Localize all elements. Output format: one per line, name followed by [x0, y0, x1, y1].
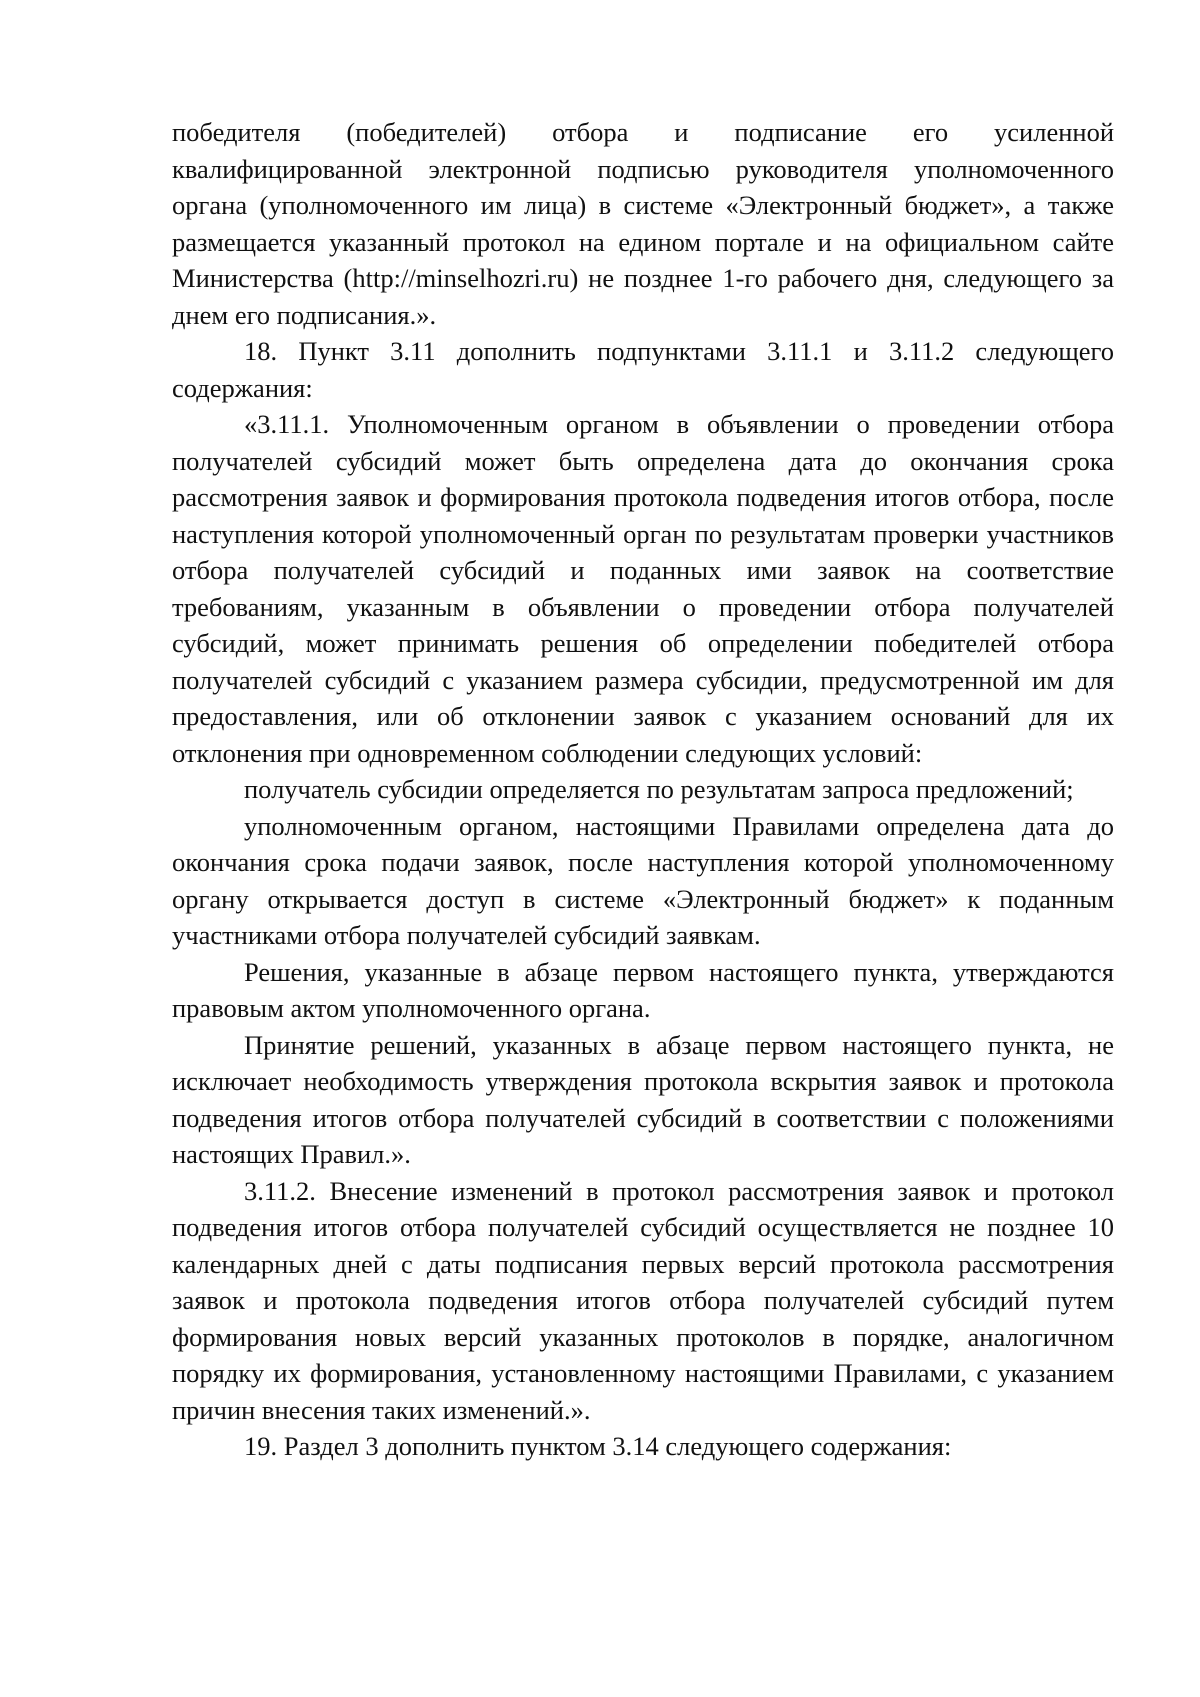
paragraph-continuation: победителя (победителей) отбора и подписание его усиленной квалифицированной электронной подписью руководителя уполномоченного органа (уполномоченного им лица) в системе «Электронный бюджет», а также размещается указанный протокол на едином портале и на официальном сайте Министерства (http://minselhozri.ru) не позднее 1-го рабочего дня, следующего за днем его подписания.».: [172, 117, 1114, 330]
paragraph-decisions: Решения, указанные в абзаце первом настоящего пункта, утверждаются правовым актом уполномоченного органа.: [172, 956, 1114, 1023]
paragraph-condition-1: получатель субсидии определяется по результатам запроса предложений;: [244, 774, 1074, 804]
paragraph-condition-2: уполномоченным органом, настоящими Правилами определена дата до окончания срока подачи заявок, после наступления которой уполномоченному органу открывается доступ в системе «Электронный бюджет» к поданным участниками отбора получателей субсидий заявкам.: [172, 810, 1114, 950]
paragraph-adoption: Принятие решений, указанных в абзаце первом настоящего пункта, не исключает необходимость утверждения протокола вскрытия заявок и протокола подведения итогов отбора получателей субсидий в соответствии с положениями настоящих Правил.».: [172, 1029, 1114, 1169]
paragraph-subitem-3-11-2: 3.11.2. Внесение изменений в протокол рассмотрения заявок и протокол подведения итогов отбора получателей субсидий осуществляется не позднее 10 календарных дней с даты подписания первых версий протокола рассмотрения заявок и протокола подведения итогов отбора получателей субсидий путем формирования новых версий указанных протоколов в порядке, аналогичном порядку их формирования, установленному настоящими Правилами, с указанием причин внесения таких изменений.».: [172, 1175, 1114, 1425]
paragraph-item-18: 18. Пункт 3.11 дополнить подпунктами 3.11.1 и 3.11.2 следующего содержания:: [172, 336, 1114, 403]
paragraph-subitem-3-11-1: «3.11.1. Уполномоченным органом в объявлении о проведении отбора получателей субсидий может быть определена дата до окончания срока рассмотрения заявок и формирования протокола подведения итогов отбора, после наступления которой уполномоченный орган по результатам проверки участников отбора получателей субсидий и поданных ими заявок на соответствие требованиям, указанным в объявлении о проведении отбора получателей субсидий, может принимать решения об определении победителей отбора получателей субсидий с указанием размера субсидии, предусмотренной им для предоставления, или об отклонении заявок с указанием оснований для их отклонения при одновременном соблюдении следующих условий:: [172, 409, 1114, 768]
paragraph-item-19: 19. Раздел 3 дополнить пунктом 3.14 следующего содержания:: [244, 1431, 952, 1461]
document-body: [172, 114, 1114, 1465]
